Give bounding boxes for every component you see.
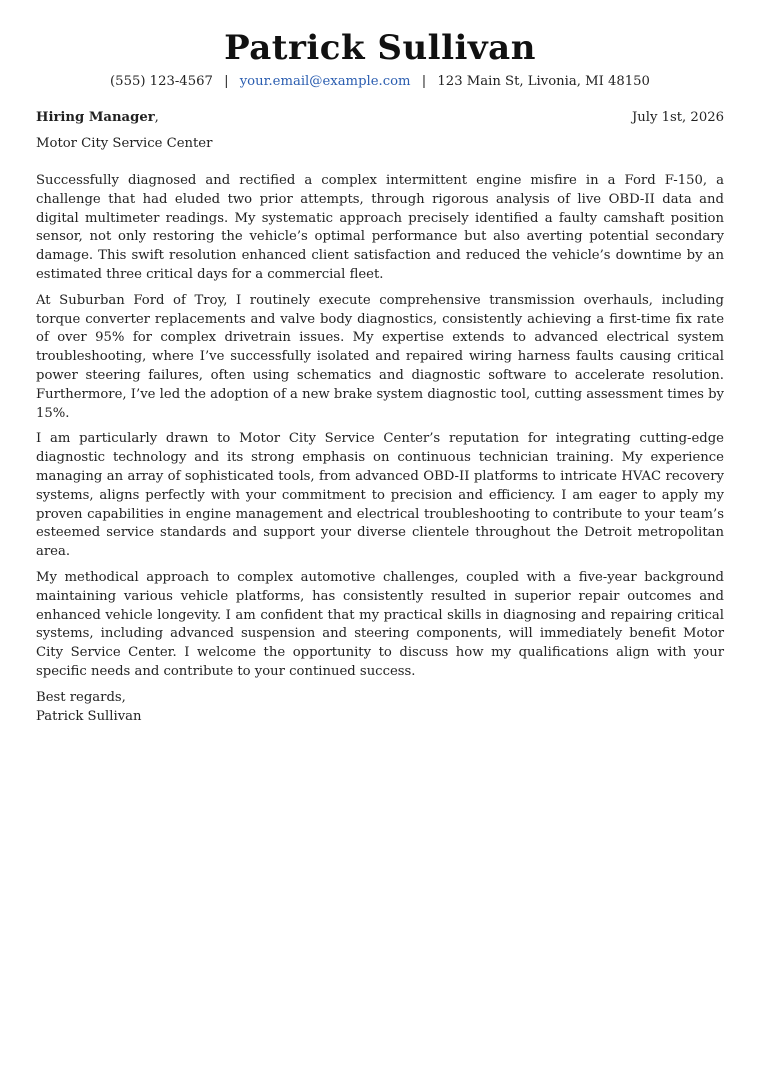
signature: Patrick Sullivan [36,708,142,724]
closing-block [36,689,724,727]
separator: | [421,74,427,89]
letter-body [36,172,724,682]
recipient-suffix: , [154,110,159,125]
body-paragraph: My methodical approach to complex automotive challenges, coupled with a five-year background maintaining various vehicle platforms, has consistently resulted in superior repair outcomes and enhanced vehicle longevity. I am confident that my practical skills in diagnosing and repairing critical systems, including advanced suspension and steering components, will immediately benefit Motor City Service Center. I welcome the opportunity to discuss how my qualifications align with your specific needs and contribute to your continued success. [36,569,724,679]
letter-meta [36,108,724,154]
body-paragraph: Successfully diagnosed and rectified a complex intermittent engine misfire in a Ford F-150, a challenge that had eluded two prior attempts, through rigorous analysis of live OBD-II data and digital multimeter readings. My systematic approach precisely identified a faulty camshaft position sensor, not only restoring the vehicle’s optimal performance but also averting potential secondary damage. This swift resolution enhanced client satisfaction and reduced the vehicle’s downtime by an estimated three critical days for a commercial fleet. [36,173,724,282]
company-name: Motor City Service Center [36,136,213,151]
recipient-name: Hiring Manager [36,110,155,125]
cover-letter-page [36,28,724,726]
address: 123 Main St, Livonia, MI 48150 [437,74,650,89]
closing-phrase: Best regards, [36,689,126,705]
applicant-name: Patrick Sullivan [224,28,536,68]
body-paragraph: At Suburban Ford of Troy, I routinely execute comprehensive transmission overhauls, including torque converter replacements and valve body diagnostics, consistently achieving a first-time fix rate of over 95% for complex drivetrain issues. My expertise extends to advanced electrical system troubleshooting, where I’ve successfully isolated and repaired wiring harness faults causing critical power steering failures, often using schematics and diagnostic software to accelerate resolution. Furthermore, I’ve led the adoption of a new brake system diagnostic tool, cutting assessment times by 15%. [36,292,724,421]
phone-number: (555) 123-4567 [110,74,213,89]
body-paragraph: I am particularly drawn to Motor City Service Center’s reputation for integrating cutting-edge diagnostic technology and its strong emphasis on continuous technician training. My experience managing an array of sophisticated tools, from advanced OBD-II platforms to intricate HVAC recovery systems, aligns perfectly with your commitment to precision and efficiency. I am eager to apply my proven capabilities in engine management and electrical troubleshooting to contribute to your team’s esteemed service standards and support your diverse clientele throughout the Detroit metropolitan area. [36,431,724,560]
contact-line [36,72,724,92]
recipient [36,108,159,128]
separator: | [224,74,229,89]
email-link[interactable]: your.email@example.com [239,74,411,89]
letter-date: July 1st, 2026 [631,110,724,125]
